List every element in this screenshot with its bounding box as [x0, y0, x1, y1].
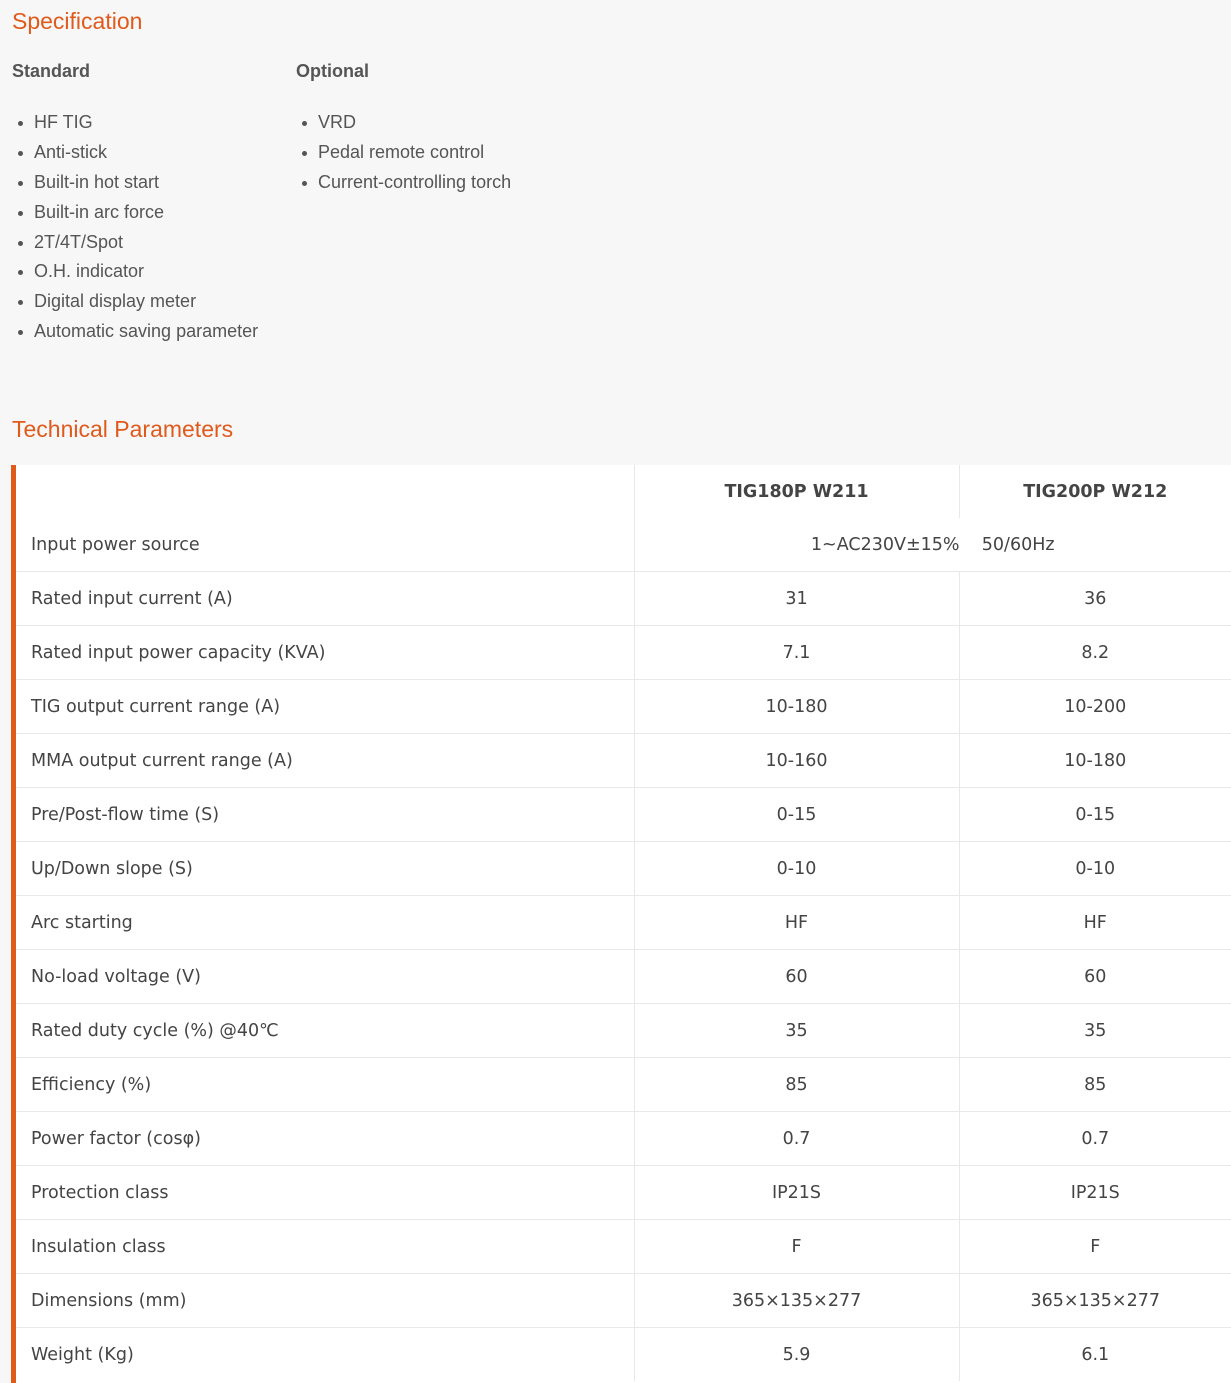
parameter-label: No-load voltage (V) — [16, 950, 634, 1004]
technical-parameters-table — [16, 465, 1231, 1381]
optional-list — [296, 108, 511, 198]
table-row — [16, 734, 1231, 788]
bullet-icon — [18, 300, 23, 305]
model-header: TIG200P W212 — [1023, 481, 1168, 502]
parameter-value: 31 — [634, 572, 959, 626]
parameter-value: 7.1 — [634, 626, 959, 680]
bullet-icon — [18, 211, 23, 216]
parameter-value: 85 — [634, 1058, 959, 1112]
parameter-value: 35 — [634, 1004, 959, 1058]
list-item-label: 2T/4T/Spot — [34, 231, 124, 252]
bullet-icon — [18, 270, 23, 275]
parameter-value: 36 — [959, 572, 1231, 626]
table-row — [16, 680, 1231, 734]
bullet-icon — [18, 241, 23, 246]
bullet-icon — [18, 121, 23, 126]
parameter-value: 365×135×277 — [959, 1274, 1231, 1328]
parameter-value: 0.7 — [634, 1112, 959, 1166]
optional-heading: Optional — [296, 61, 369, 81]
parameter-value: 8.2 — [959, 626, 1231, 680]
parameter-label: TIG output current range (A) — [16, 680, 634, 734]
parameter-value: F — [634, 1220, 959, 1274]
bullet-icon — [302, 121, 307, 126]
list-item — [12, 257, 258, 287]
table-row — [16, 1058, 1231, 1112]
bullet-icon — [18, 330, 23, 335]
list-item — [12, 287, 258, 317]
list-item-label: Automatic saving parameter — [34, 321, 259, 342]
parameter-label: Efficiency (%) — [16, 1058, 634, 1112]
parameter-value: 0-10 — [959, 842, 1231, 896]
table-row — [16, 1328, 1231, 1382]
parameter-label: Insulation class — [16, 1220, 634, 1274]
parameter-label: Rated duty cycle (%) @40℃ — [16, 1004, 634, 1058]
parameter-label: Weight (Kg) — [16, 1328, 634, 1382]
table-row — [16, 572, 1231, 626]
list-item — [12, 317, 258, 347]
standard-features — [12, 60, 258, 347]
list-item-label: Digital display meter — [34, 291, 197, 312]
list-item — [296, 108, 511, 138]
list-item — [296, 168, 511, 198]
table-row — [16, 1004, 1231, 1058]
list-item — [12, 108, 258, 138]
bullet-icon — [302, 181, 307, 186]
list-item — [12, 138, 258, 168]
parameter-value: 10-180 — [959, 734, 1231, 788]
table-row — [16, 1166, 1231, 1220]
standard-heading: Standard — [12, 61, 91, 81]
list-item-label: Anti-stick — [34, 141, 108, 162]
parameter-value: 60 — [959, 950, 1231, 1004]
table-row — [16, 788, 1231, 842]
list-item-label: HF TIG — [34, 112, 93, 132]
parameter-value: 0-15 — [634, 788, 959, 842]
technical-parameters-table-wrapper — [11, 465, 1231, 1383]
parameter-label: MMA output current range (A) — [16, 734, 634, 788]
parameter-value: 6.1 — [959, 1328, 1231, 1382]
list-item-label: Built-in arc force — [34, 201, 165, 222]
parameter-value: 60 — [634, 950, 959, 1004]
technical-parameters-title: Technical Parameters — [12, 416, 234, 442]
parameter-value: 35 — [959, 1004, 1231, 1058]
list-item — [12, 168, 258, 198]
bullet-icon — [302, 151, 307, 156]
parameter-value: 0-15 — [959, 788, 1231, 842]
table-row — [16, 1274, 1231, 1328]
list-item — [296, 138, 511, 168]
list-item — [12, 228, 258, 258]
parameter-label: Protection class — [16, 1166, 634, 1220]
parameter-value: 0.7 — [959, 1112, 1231, 1166]
table-row — [16, 1112, 1231, 1166]
parameter-value: 10-180 — [634, 680, 959, 734]
table-row — [16, 1220, 1231, 1274]
table-row — [16, 950, 1231, 1004]
list-item — [12, 198, 258, 228]
bullet-icon — [18, 181, 23, 186]
list-item-label: Built-in hot start — [34, 171, 160, 192]
parameter-value: F — [959, 1220, 1231, 1274]
parameter-label: Dimensions (mm) — [16, 1274, 634, 1328]
bullet-icon — [18, 151, 23, 156]
list-item-label: O.H. indicator — [34, 261, 145, 282]
specification-title: Specification — [12, 8, 143, 34]
parameter-value: IP21S — [959, 1166, 1231, 1220]
parameter-label: Rated input current (A) — [16, 572, 634, 626]
table-header-empty — [16, 465, 634, 518]
parameter-label: Power factor (cosφ) — [16, 1112, 634, 1166]
parameter-value: 0-10 — [634, 842, 959, 896]
table-row — [16, 842, 1231, 896]
list-item-label: Current-controlling torch — [318, 171, 512, 192]
table-row — [16, 626, 1231, 680]
table-header-row — [16, 465, 1231, 518]
table-row — [16, 518, 1231, 572]
parameter-value: 5.9 — [634, 1328, 959, 1382]
parameter-value: 10-160 — [634, 734, 959, 788]
parameter-value: 85 — [959, 1058, 1231, 1112]
parameter-label: Rated input power capacity (KVA) — [16, 626, 634, 680]
parameter-label: Pre/Post-flow time (S) — [16, 788, 634, 842]
parameter-value: HF — [959, 896, 1231, 950]
table-row — [16, 896, 1231, 950]
parameter-label: Up/Down slope (S) — [16, 842, 634, 896]
parameter-value: IP21S — [634, 1166, 959, 1220]
standard-list — [12, 108, 258, 347]
parameter-value: HF — [634, 896, 959, 950]
optional-features — [296, 60, 511, 198]
parameter-value: 10-200 — [959, 680, 1231, 734]
list-item-label: Pedal remote control — [318, 141, 485, 162]
parameter-value: 365×135×277 — [634, 1274, 959, 1328]
parameter-label: Input power source — [16, 518, 634, 572]
list-item-label: VRD — [318, 112, 357, 132]
parameter-label: Arc starting — [16, 896, 634, 950]
model-header: TIG180P W211 — [634, 465, 959, 518]
parameter-value: 1~AC230V±15% 50/60Hz — [810, 534, 1055, 555]
